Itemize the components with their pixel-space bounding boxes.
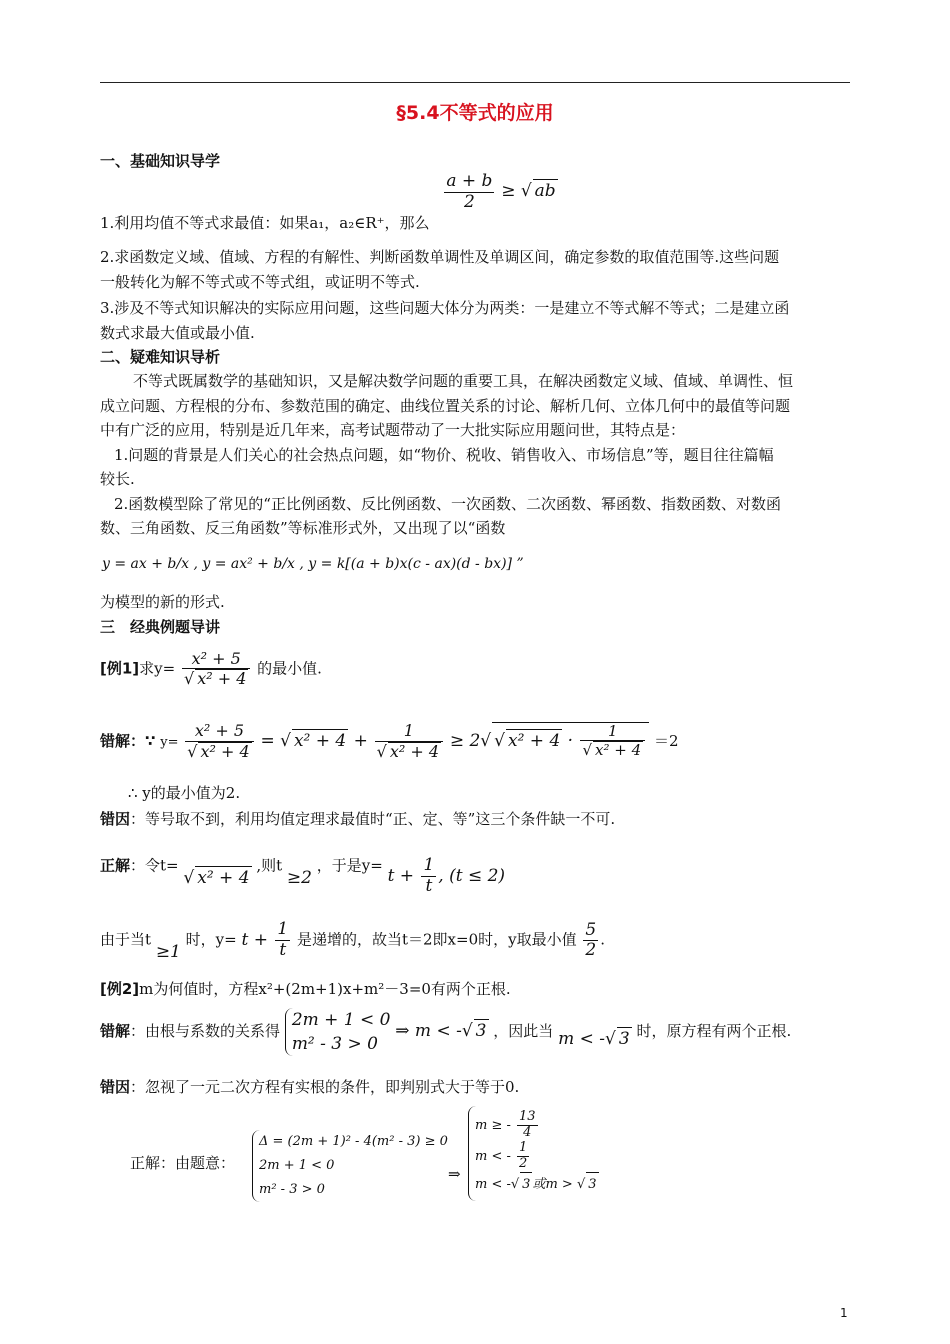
q6: 2.函数模型除了常见的“正比例函数、反比例函数、一次函数、二次函数、幂函数、指数函数、对数函	[114, 495, 781, 513]
sqrt-ab: ≥ √ ab	[501, 181, 556, 202]
wrong-1-result: ＝2	[653, 731, 679, 750]
q1: 不等式既属数学的基础知识，又是解决数学问题的重要工具，在解决函数定义域、值域、单调性、恒	[133, 372, 794, 390]
correct-solution-1: 正解：令t= √ x² + 4 ,则t ≥2 ，于是y= t + $\frac{1}{t}$ , (t ≤ 2)	[100, 855, 506, 896]
implies-arrow: ⇒	[448, 1165, 461, 1183]
wrong-solution-2: 错解：由根与系数的关系得 2m + 1 < 0 m² - 3 > 0 ⇒ m < -√ 3 ，因此当 m < -√ 3 时，原方程有两个正根.	[100, 1010, 792, 1054]
correct-solution-2-system: Δ = (2m + 1)² - 4(m² - 3) ≥ 0 2m + 1 < 0 m² - 3 > 0	[252, 1130, 448, 1202]
right-1-b: ,则t	[256, 856, 283, 875]
right-1-e: 时，y=	[185, 930, 237, 949]
cause-label-2: 错因	[100, 1078, 131, 1096]
wrong-label: 错解	[100, 731, 131, 750]
wrong-solution-1: 错解：∵ y= $\frac{\text{x² + 5}}{\text{√ x² + 4}}$ = √ x² + 4 + $\frac{1}{\text{√ x² + 4}}$ ≥ 2√ √ x² + 4 · $\frac{1}{\text{√ x² + 4}}$ ＝2	[100, 721, 679, 761]
p2-a: 2.求函数定义域、值域、方程的有解性、判断函数单调性及单调区间，确定参数的取值范围等.这些问题	[100, 248, 780, 266]
wrong-2-b: ，因此当	[493, 1022, 554, 1040]
wrong-1-conclusion: ∴ y的最小值为2.	[128, 784, 241, 802]
q3: 中有广泛的应用，特别是近几年来，高考试题带动了一大批实际应用题问世，其特点是：	[100, 421, 686, 439]
section-1-heading: 一、基础知识导学	[100, 152, 221, 170]
mean-inequality-line	[100, 171, 556, 233]
example-2-label: [例2]	[100, 980, 140, 998]
right-1-c: ，于是y=	[316, 856, 383, 875]
q5: 较长.	[100, 470, 135, 488]
mean-inequality-formula: $\frac{a + b}{2}$	[446, 171, 493, 212]
correct-solution-2-label: 正解：由题意：	[130, 1154, 236, 1172]
page-title: §5.4不等式的应用	[396, 102, 554, 124]
right-1-a: ：令t=	[130, 856, 179, 875]
q2: 成立问题、方程根的分布、参数范围的确定、曲线位置关系的讨论、解析几何、立体几何中的最值等问题	[100, 397, 791, 415]
function-models: y = ax + b/x , y = ax² + b/x , y = k[(a + b)x(c - ax)(d - bx)] ”	[102, 556, 524, 572]
wrong-label-2: 错解	[100, 1022, 131, 1040]
p1-text: 1.利用均值不等式求最值：如果a₁，a₂∈R⁺，那么	[100, 214, 430, 233]
example-1	[100, 650, 322, 689]
cause-2-text: ：忽视了一元二次方程有实根的条件，即判别式大于等于0.	[130, 1078, 520, 1096]
p2-b: 一般转化为解不等式或不等式组，或证明不等式.	[100, 273, 420, 291]
q4: 1.问题的背景是人们关心的社会热点问题，如“物价、税收、销售收入、市场信息”等，题目往往篇幅	[114, 446, 774, 464]
q9: 为模型的新的形式.	[100, 593, 225, 611]
header-rule	[100, 82, 850, 83]
q7: 数、三角函数、反三角函数”等标准形式外，又出现了以“函数	[100, 519, 506, 537]
cause-label: 错因	[100, 810, 131, 828]
example-1-text: 求y=	[139, 659, 176, 678]
example-1-fraction: $\frac{\text{x² + 5}}{\text{√ x² + 4}}$	[182, 650, 250, 689]
cause-1-text: ：等号取不到，利用均值定理求最值时“正、定、等”这三个条件缺一不可.	[130, 810, 616, 828]
right-1-f: 是递增的，故当t＝2即x=0时，y取最小值	[296, 930, 577, 949]
example-1-tail: 的最小值.	[257, 659, 322, 678]
error-cause-1	[100, 808, 615, 830]
example-2	[100, 978, 511, 1000]
error-cause-2	[100, 1076, 519, 1098]
correct-solution-2-result: m ≥ - $\frac{13}{4}$ m < - $\frac{1}{2}$ m < -√ 3 或m > √ 3	[468, 1106, 599, 1201]
section-3-heading: 三 经典例题导讲	[100, 618, 221, 636]
page-number: 1	[840, 1306, 848, 1320]
right-1-d: 由于当t	[100, 930, 152, 949]
example-2-text: m为何值时，方程x²+(2m+1)x+m²－3=0有两个正根.	[139, 980, 511, 998]
wrong-2-c: 时，原方程有两个正根.	[636, 1022, 792, 1040]
right-label: 正解	[100, 856, 131, 875]
p3-b: 数式求最大值或最小值.	[100, 324, 255, 342]
p3-a: 3.涉及不等式知识解决的实际应用问题，这些问题大体分为两类：一是建立不等式解不等式；二是建立函	[100, 299, 790, 317]
wrong-2-a: ：由根与系数的关系得	[130, 1022, 281, 1040]
example-1-label: [例1]	[100, 659, 140, 678]
correct-solution-1-cont: 由于当t ≥1 时，y= t + $\frac{1}{t}$ 是递增的，故当t＝2即x=0时，y取最小值 $\frac{5}{2}$ .	[100, 919, 605, 962]
section-2-heading: 二、疑难知识导析	[100, 348, 221, 366]
